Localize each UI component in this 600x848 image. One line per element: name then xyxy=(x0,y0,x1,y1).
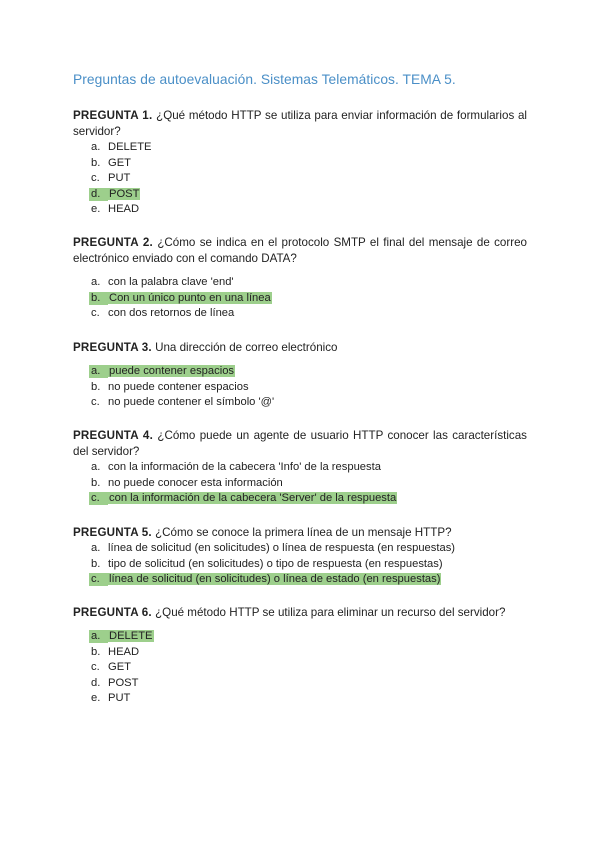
option-letter: b. xyxy=(91,645,101,658)
option-text: PUT xyxy=(108,172,131,185)
option-text: POST xyxy=(109,187,140,200)
option-text: no puede contener el símbolo '@' xyxy=(108,396,275,409)
question-text: ¿Cómo se indica en el protocolo SMTP el final del mensaje de correo electrónico enviado con el comando DATA? xyxy=(73,236,527,265)
question-stem xyxy=(73,525,527,541)
option-text: Con un único punto en una línea xyxy=(109,291,271,304)
question-label: PREGUNTA 6. xyxy=(73,606,152,619)
question-4 xyxy=(73,428,527,507)
question-label: PREGUNTA 5. xyxy=(73,526,152,539)
question-stem xyxy=(73,340,527,356)
option-list xyxy=(73,541,527,588)
question-5 xyxy=(73,525,527,588)
question-text: ¿Cómo se conoce la primera línea de un mensaje HTTP? xyxy=(155,526,452,539)
question-text: ¿Qué método HTTP se utiliza para eliminar un recurso del servidor? xyxy=(155,606,506,619)
question-label: PREGUNTA 4. xyxy=(73,429,153,442)
option-text: con dos retornos de línea xyxy=(108,307,235,320)
option-item-correct xyxy=(73,364,527,380)
question-2 xyxy=(73,235,527,322)
option-list xyxy=(73,275,527,322)
option-text: tipo de solicitud (en solicitudes) o tipo de respuesta (en respuestas) xyxy=(108,557,443,570)
option-letter: b. xyxy=(91,476,101,489)
option-item xyxy=(73,156,527,172)
option-item xyxy=(73,691,527,707)
option-text: GET xyxy=(108,661,131,674)
option-text: línea de solicitud (en solicitudes) o línea de estado (en respuestas) xyxy=(109,573,441,586)
option-item-correct xyxy=(73,629,527,645)
question-stem xyxy=(73,235,527,267)
option-item-correct xyxy=(73,491,527,507)
question-3 xyxy=(73,340,527,411)
option-text: con la información de la cabecera 'Server' de la respuesta xyxy=(109,492,397,505)
option-item xyxy=(73,476,527,492)
option-item xyxy=(73,171,527,187)
option-letter: a. xyxy=(91,276,101,288)
option-list xyxy=(73,364,527,411)
option-item xyxy=(73,660,527,676)
option-letter: c. xyxy=(91,492,100,505)
option-letter: c. xyxy=(91,573,100,586)
option-text: HEAD xyxy=(108,645,140,658)
question-text: ¿Qué método HTTP se utiliza para enviar información de formularios al servidor? xyxy=(73,109,527,138)
option-item xyxy=(73,557,527,573)
question-label: PREGUNTA 2. xyxy=(73,236,153,249)
question-label: PREGUNTA 1. xyxy=(73,109,153,122)
option-item xyxy=(73,676,527,692)
option-text: POST xyxy=(108,676,139,689)
option-list xyxy=(73,460,527,507)
option-text: no puede contener espacios xyxy=(108,380,249,393)
question-stem xyxy=(73,605,527,621)
option-letter: b. xyxy=(91,380,101,393)
option-letter: d. xyxy=(91,676,101,689)
option-letter: a. xyxy=(91,461,101,473)
question-text: Una dirección de correo electrónico xyxy=(155,341,338,354)
option-letter: c. xyxy=(91,396,100,409)
question-stem xyxy=(73,428,527,460)
option-item xyxy=(73,202,527,218)
option-letter: a. xyxy=(91,365,101,377)
question-text: ¿Cómo puede un agente de usuario HTTP conocer las características del servidor? xyxy=(73,429,527,458)
option-item xyxy=(73,140,527,156)
question-stem xyxy=(73,108,527,140)
option-list xyxy=(73,140,527,218)
option-letter: c. xyxy=(91,661,100,674)
option-letter: c. xyxy=(91,307,100,320)
option-item-correct xyxy=(73,291,527,307)
option-text: puede contener espacios xyxy=(109,365,235,377)
option-list xyxy=(73,629,527,707)
option-item-correct xyxy=(73,572,527,588)
option-item xyxy=(73,460,527,476)
option-text: GET xyxy=(108,156,131,169)
option-text: con la palabra clave 'end' xyxy=(108,276,234,288)
option-letter: a. xyxy=(91,542,101,554)
option-letter: e. xyxy=(91,692,101,705)
option-letter: b. xyxy=(91,291,101,304)
option-text: DELETE xyxy=(109,630,153,642)
question-label: PREGUNTA 3. xyxy=(73,341,152,354)
option-text: con la información de la cabecera 'Info' de la respuesta xyxy=(108,461,381,473)
option-text: PUT xyxy=(108,692,131,705)
option-letter: a. xyxy=(91,630,101,642)
option-letter: b. xyxy=(91,557,101,570)
option-item xyxy=(73,306,527,322)
option-letter: b. xyxy=(91,156,101,169)
question-1 xyxy=(73,108,527,218)
option-item xyxy=(73,645,527,661)
option-text: línea de solicitud (en solicitudes) o línea de respuesta (en respuestas) xyxy=(108,542,456,554)
option-letter: c. xyxy=(91,172,100,185)
option-letter: d. xyxy=(91,187,101,200)
page-title: Preguntas de autoevaluación. Sistemas Telemáticos. TEMA 5. xyxy=(73,72,456,87)
option-item xyxy=(73,380,527,396)
option-item-correct xyxy=(73,187,527,203)
option-item xyxy=(73,541,527,557)
option-letter: e. xyxy=(91,203,101,216)
question-6 xyxy=(73,605,527,707)
option-letter: a. xyxy=(91,141,101,153)
option-item xyxy=(73,395,527,411)
option-text: HEAD xyxy=(108,203,140,216)
option-text: no puede conocer esta información xyxy=(108,476,283,489)
option-text: DELETE xyxy=(108,141,152,153)
option-item xyxy=(73,275,527,291)
